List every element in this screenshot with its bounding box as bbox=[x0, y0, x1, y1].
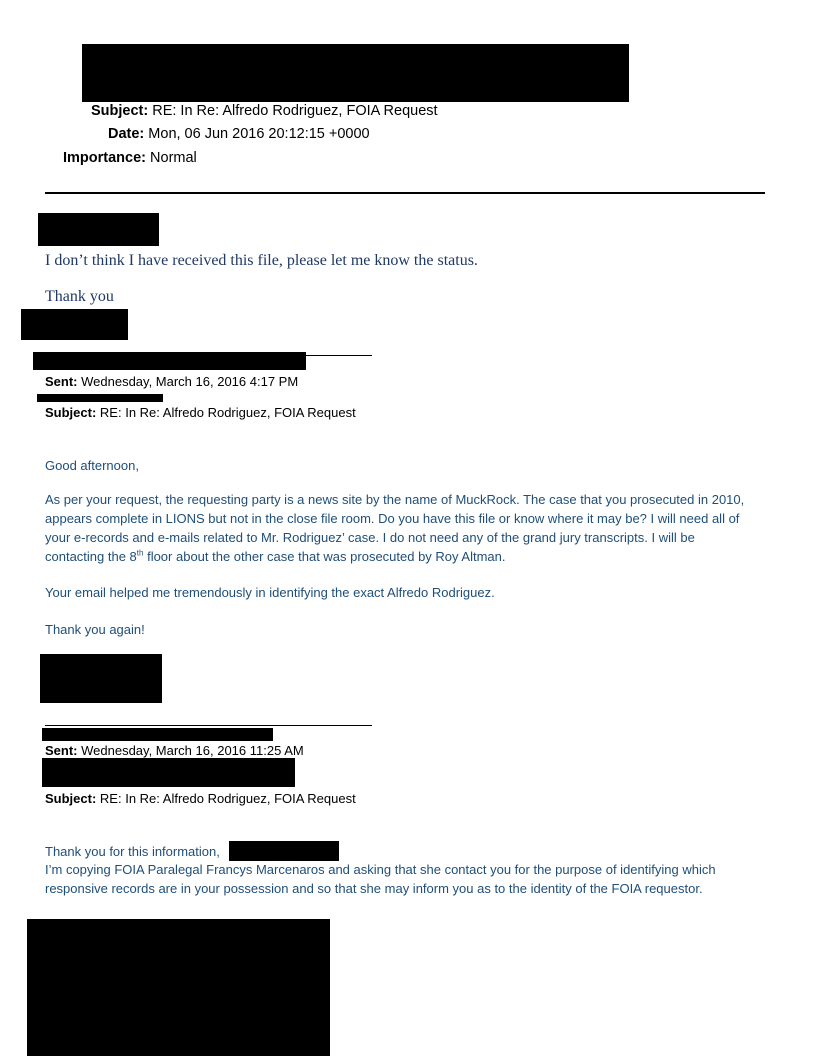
reply-line-1: I don’t think I have received this file, please let me know the status. bbox=[45, 252, 478, 269]
redaction-block bbox=[27, 919, 330, 1056]
body-paragraph bbox=[45, 490, 785, 566]
importance-row bbox=[63, 150, 197, 166]
redaction-block bbox=[21, 309, 128, 340]
sent-value: Wednesday, March 16, 2016 11:25 AM bbox=[81, 743, 304, 758]
subject-row bbox=[91, 103, 438, 119]
sent-value: Wednesday, March 16, 2016 4:17 PM bbox=[81, 374, 299, 389]
sent-row bbox=[45, 374, 298, 389]
date-row bbox=[108, 126, 370, 142]
body-paragraph: Thank you again! bbox=[45, 622, 145, 637]
importance-value: Normal bbox=[150, 150, 197, 166]
greeting: Good afternoon, bbox=[45, 458, 139, 473]
subject-value: RE: In Re: Alfredo Rodriguez, FOIA Request bbox=[152, 103, 438, 119]
subject-label: Subject: bbox=[45, 405, 97, 420]
message-divider bbox=[45, 725, 372, 726]
body-line: contacting the 8th floor about the other case that was prosecuted by Roy Altman. bbox=[45, 548, 506, 564]
sent-label: Sent: bbox=[45, 374, 78, 389]
subject-value: RE: In Re: Alfredo Rodriguez, FOIA Request bbox=[99, 791, 356, 806]
body-line: your e-records and e-mails related to Mr. Rodriguez’ case. I do not need any of the grand jury transcripts. I will be bbox=[45, 530, 695, 545]
redaction-block bbox=[82, 44, 629, 102]
redaction-block bbox=[38, 213, 159, 246]
subject-value: RE: In Re: Alfredo Rodriguez, FOIA Request bbox=[99, 405, 356, 420]
date-label: Date: bbox=[108, 126, 145, 142]
subject-row bbox=[45, 791, 356, 806]
body-line: As per your request, the requesting party is a news site by the name of MuckRock. The case that you prosecuted in 2010, bbox=[45, 492, 745, 507]
body-paragraph bbox=[45, 860, 785, 898]
importance-label: Importance: bbox=[63, 150, 146, 166]
redaction-block bbox=[40, 654, 162, 703]
body-paragraph: Your email helped me tremendously in identifying the exact Alfredo Rodriguez. bbox=[45, 585, 495, 600]
sent-label: Sent: bbox=[45, 743, 78, 758]
body-line: I’m copying FOIA Paralegal Francys Marcenaros and asking that she contact you for the purpose of identifying which bbox=[45, 862, 716, 877]
subject-label: Subject: bbox=[91, 103, 149, 119]
sent-row bbox=[45, 743, 304, 758]
subject-row bbox=[45, 405, 356, 420]
subject-label: Subject: bbox=[45, 791, 97, 806]
header-divider bbox=[45, 192, 765, 194]
redaction-block bbox=[42, 758, 295, 787]
date-value: Mon, 06 Jun 2016 20:12:15 +0000 bbox=[148, 126, 370, 142]
body-line: responsive records are in your possession and so that she may inform you as to the identity of the FOIA requestor. bbox=[45, 881, 703, 896]
redaction-block bbox=[33, 352, 306, 370]
redaction-block bbox=[229, 841, 339, 861]
redaction-block bbox=[37, 394, 163, 402]
body-line: Thank you for this information, bbox=[45, 844, 220, 859]
redaction-block bbox=[42, 728, 273, 741]
reply-line-2: Thank you bbox=[45, 288, 114, 305]
body-line: appears complete in LIONS but not in the close file room. Do you have this file or know where it may be? I will need all of bbox=[45, 511, 740, 526]
